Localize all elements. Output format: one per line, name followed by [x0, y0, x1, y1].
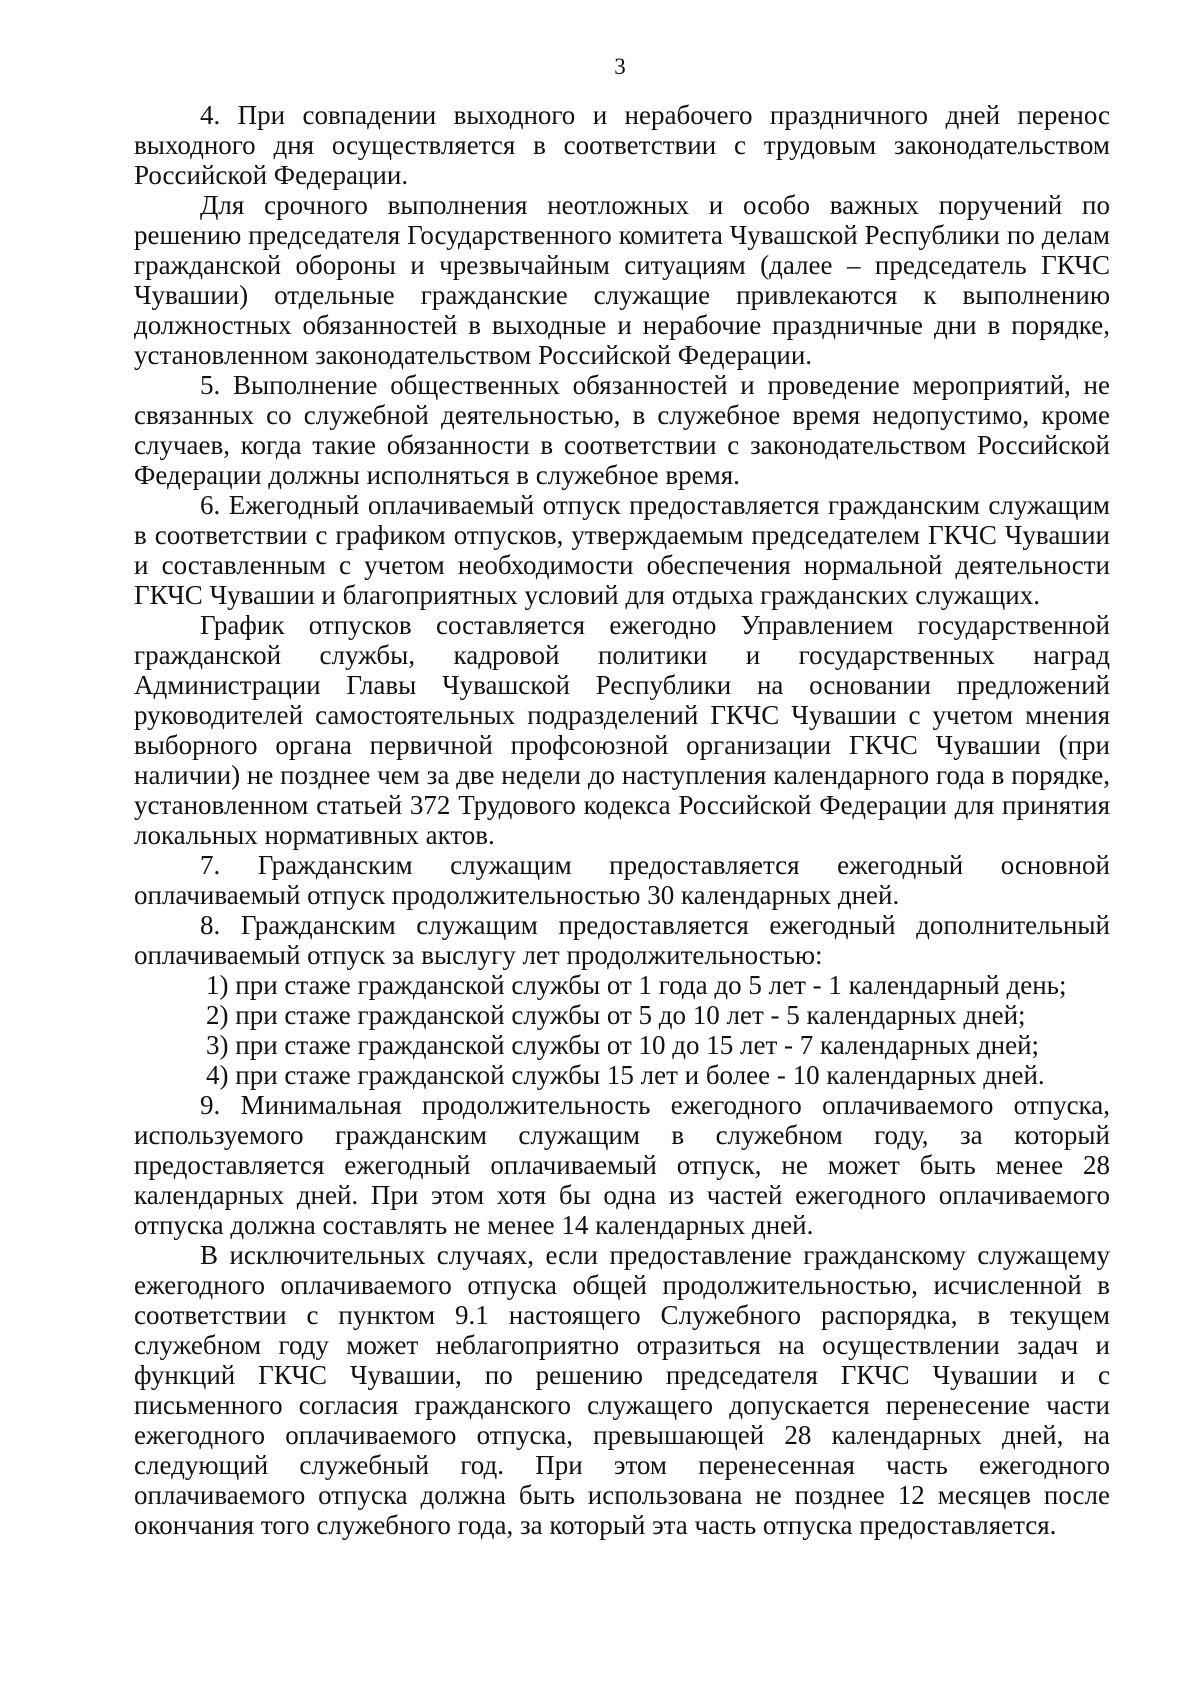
paragraph-8: 8. Гражданским служащим предоставляется ежегодный дополнительный оплачиваемый отпуск за выслугу лет продолжительностью:	[134, 910, 1110, 970]
paragraph-urgent-duties: Для срочного выполнения неотложных и особо важных поручений по решению председателя Государственного комитета Чувашской Республики по делам гражданской обороны и чрезвычайным ситуациям (далее – председатель ГКЧС Чувашии) отдельные гражданские служащие привлекаются к выполнению должностных обязанностей в выходные и нерабочие праздничные дни в порядке, установленном законодательством Российской Федерации.	[134, 190, 1110, 370]
list-item-1: 1) при стаже гражданской службы от 1 года до 5 лет - 1 календарный день;	[206, 970, 1067, 1000]
list-item-3: 3) при стаже гражданской службы от 10 до 15 лет - 7 календарных дней;	[206, 1030, 1040, 1060]
page-number: 3	[614, 54, 626, 79]
paragraph-7: 7. Гражданским служащим предоставляется ежегодный основной оплачиваемый отпуск продолжительностью 30 календарных дней.	[134, 850, 1110, 910]
paragraph-4: 4. При совпадении выходного и нерабочего праздничного дней перенос выходного дня осуществляется в соответствии с трудовым законодательством Российской Федерации.	[134, 100, 1110, 190]
paragraph-exceptional-cases: В исключительных случаях, если предоставление гражданскому служащему ежегодного оплачиваемого отпуска общей продолжительностью, исчисленной в соответствии с пунктом 9.1 настоящего Служебного распорядка, в текущем служебном году может неблагоприятно отразиться на осуществлении задач и функций ГКЧС Чувашии, по решению председателя ГКЧС Чувашии и с письменного согласия гражданского служащего допускается перенесение части ежегодного оплачиваемого отпуска, превышающей 28 календарных дней, на следующий служебный год. При этом перенесенная часть ежегодного оплачиваемого отпуска должна быть использована не позднее 12 месяцев после окончания того служебного года, за который эта часть отпуска предоставляется.	[134, 1240, 1110, 1540]
paragraph-vacation-schedule: График отпусков составляется ежегодно Управлением государственной гражданской службы, кадровой политики и государственных наград Администрации Главы Чувашской Республики на основании предложений руководителей самостоятельных подразделений ГКЧС Чувашии с учетом мнения выборного органа первичной профсоюзной организации ГКЧС Чувашии (при наличии) не позднее чем за две недели до наступления календарного года в порядке, установленном статьей 372 Трудового кодекса Российской Федерации для принятия локальных нормативных актов.	[134, 610, 1110, 850]
paragraph-5: 5. Выполнение общественных обязанностей и проведение мероприятий, не связанных со служебной деятельностью, в служебное время недопустимо, кроме случаев, когда такие обязанности в соответствии с законодательством Российской Федерации должны исполняться в служебное время.	[134, 370, 1110, 490]
list-item-2: 2) при стаже гражданской службы от 5 до 10 лет - 5 календарных дней;	[206, 1000, 1026, 1030]
paragraph-9: 9. Минимальная продолжительность ежегодного оплачиваемого отпуска, используемого гражданским служащим в служебном году, за который предоставляется ежегодный оплачиваемый отпуск, не может быть менее 28 календарных дней. При этом хотя бы одна из частей ежегодного оплачиваемого отпуска должна составлять не менее 14 календарных дней.	[134, 1090, 1110, 1240]
list-item-4: 4) при стаже гражданской службы 15 лет и более - 10 календарных дней.	[206, 1060, 1045, 1090]
paragraph-6: 6. Ежегодный оплачиваемый отпуск предоставляется гражданским служащим в соответствии с графиком отпусков, утверждаемым председателем ГКЧС Чувашии и составленным с учетом необходимости обеспечения нормальной деятельности ГКЧС Чувашии и благоприятных условий для отдыха гражданских служащих.	[134, 490, 1110, 610]
document-body	[134, 100, 1110, 1540]
